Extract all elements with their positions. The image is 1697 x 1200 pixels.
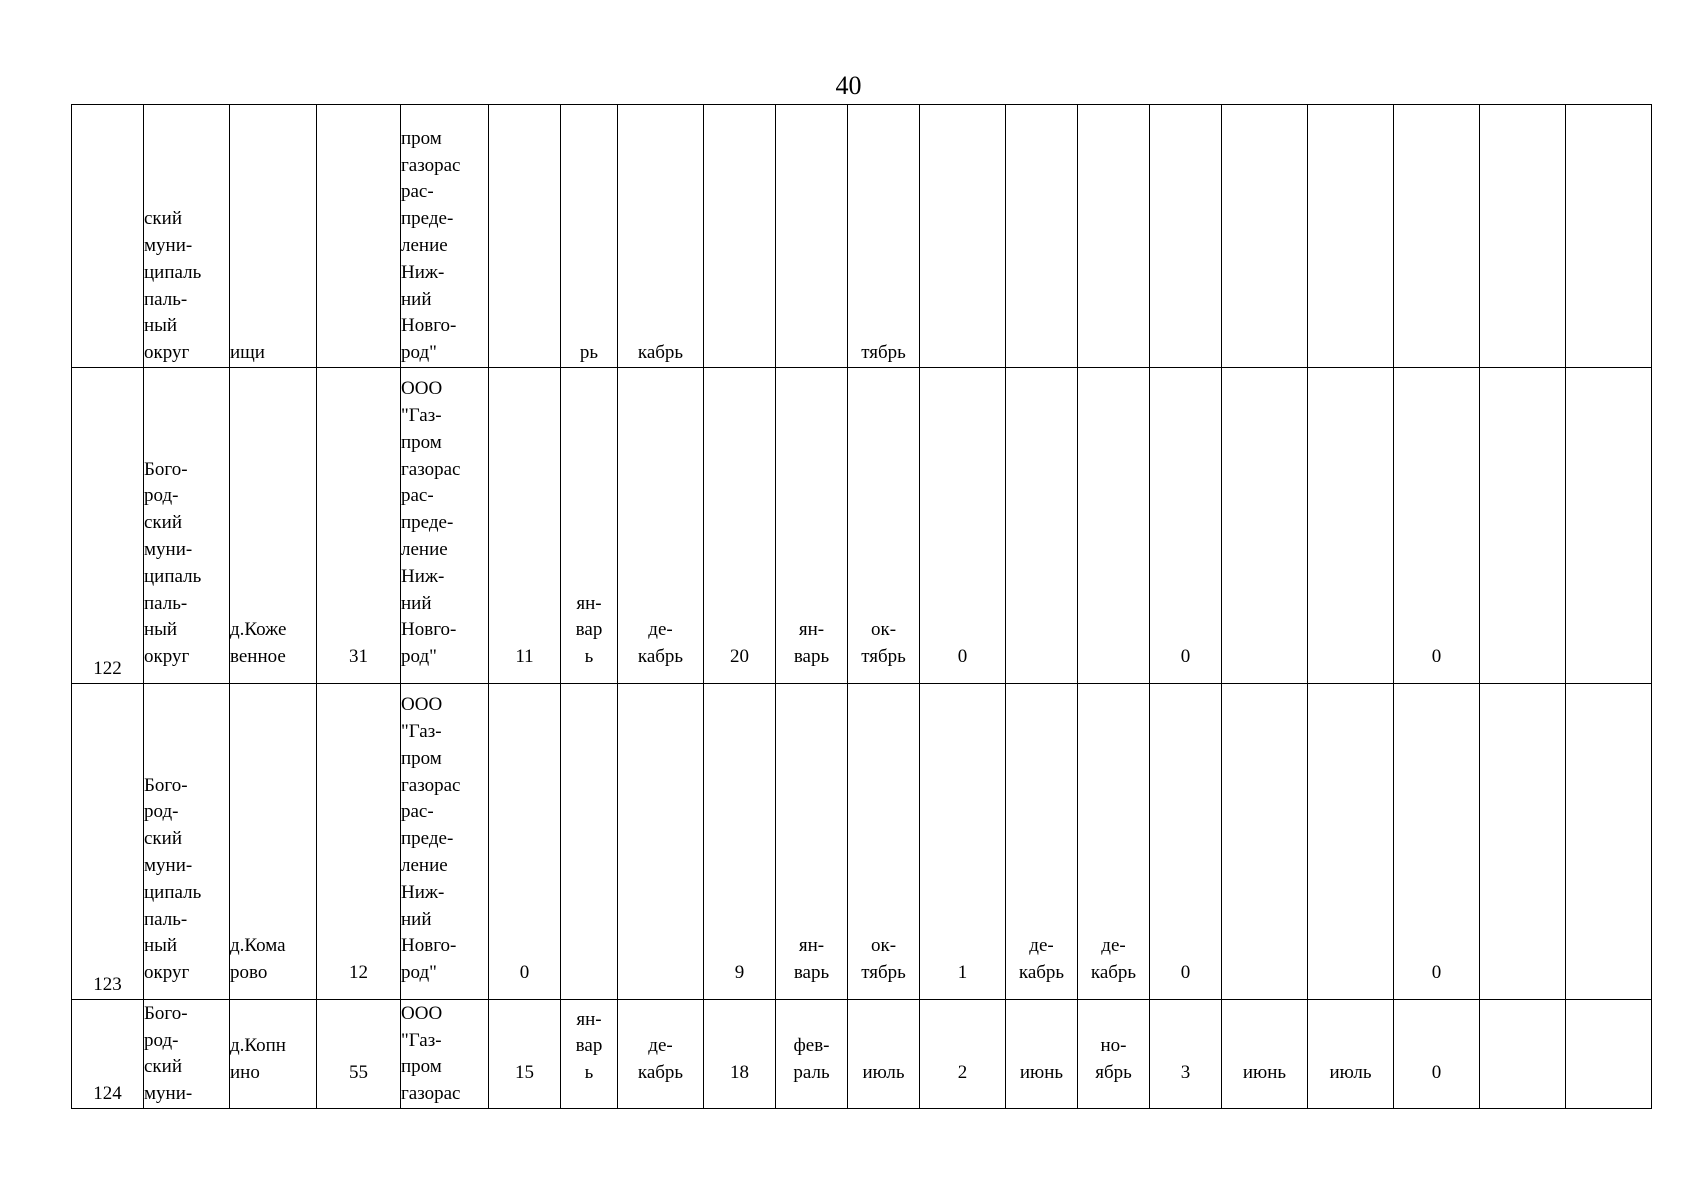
table-cell: 123 [72, 684, 144, 1000]
table-cell [489, 105, 561, 368]
table-cell: 0 [489, 684, 561, 1000]
table-cell: ян- варь [776, 684, 848, 1000]
page-number: 40 [835, 71, 862, 100]
table-cell [1006, 105, 1078, 368]
table-cell: 0 [920, 368, 1006, 684]
table-cell: июнь [1222, 1000, 1308, 1109]
table-cell [1566, 105, 1652, 368]
table-cell: д.Копн ино [230, 1000, 317, 1109]
table-row [72, 684, 1652, 1000]
table-cell: де- кабрь [618, 368, 704, 684]
table-cell: Бого- род- ский муни- ципаль паль- ный округ [144, 368, 230, 684]
table-cell: Бого- род- ский муни- ципаль паль- ный округ [144, 684, 230, 1000]
table-row [72, 368, 1652, 684]
table-cell [1566, 684, 1652, 1000]
table-cell: июль [1308, 1000, 1394, 1109]
table-cell: фев- раль [776, 1000, 848, 1109]
table-cell: ский муни- ципаль паль- ный округ [144, 105, 230, 368]
table-cell: 0 [1394, 368, 1480, 684]
table-cell: июнь [1006, 1000, 1078, 1109]
table-cell [618, 684, 704, 1000]
table-cell: ян- вар ь [561, 1000, 618, 1109]
table-cell: кабрь [618, 105, 704, 368]
table-cell: ООО "Газ- пром газорас [401, 1000, 489, 1109]
table-cell [1308, 105, 1394, 368]
table-cell: 0 [1150, 684, 1222, 1000]
table-cell: 15 [489, 1000, 561, 1109]
table-cell [1222, 684, 1308, 1000]
table-cell [1006, 368, 1078, 684]
table-cell: 9 [704, 684, 776, 1000]
table-cell: июль [848, 1000, 920, 1109]
table-cell: ян- вар ь [561, 368, 618, 684]
table-cell [1480, 1000, 1566, 1109]
table-cell: 31 [317, 368, 401, 684]
table-cell [1394, 105, 1480, 368]
table-cell: тябрь [848, 105, 920, 368]
table-cell: д.Кома рово [230, 684, 317, 1000]
table-cell [1078, 368, 1150, 684]
table-cell [561, 684, 618, 1000]
table-cell: но- ябрь [1078, 1000, 1150, 1109]
table-row [72, 105, 1652, 368]
table-cell: де- кабрь [618, 1000, 704, 1109]
table-cell: Бого- род- ский муни- [144, 1000, 230, 1109]
table-cell: рь [561, 105, 618, 368]
table-cell: 20 [704, 368, 776, 684]
table-cell: ок- тябрь [848, 368, 920, 684]
table-cell [1566, 1000, 1652, 1109]
table-cell: 18 [704, 1000, 776, 1109]
table-cell [1308, 368, 1394, 684]
table-cell [1222, 105, 1308, 368]
table-row [72, 1000, 1652, 1109]
table-cell [1480, 105, 1566, 368]
table-cell: д.Коже венное [230, 368, 317, 684]
table-cell: пром газорас рас- преде- ление Ниж- ний Новго- род" [401, 105, 489, 368]
table-cell: ян- варь [776, 368, 848, 684]
table-cell: ООО "Газ- пром газорас рас- преде- ление Ниж- ний Новго- род" [401, 368, 489, 684]
table-cell: 12 [317, 684, 401, 1000]
table-cell [1222, 368, 1308, 684]
data-table [71, 104, 1652, 1109]
table-cell: 11 [489, 368, 561, 684]
table-cell: де- кабрь [1006, 684, 1078, 1000]
table-cell: 124 [72, 1000, 144, 1109]
table-cell: 1 [920, 684, 1006, 1000]
table-cell [1480, 368, 1566, 684]
table-cell [317, 105, 401, 368]
table-cell: 0 [1394, 684, 1480, 1000]
table-cell: 0 [1150, 368, 1222, 684]
table-cell [1078, 105, 1150, 368]
table-cell: ищи [230, 105, 317, 368]
table-cell: 0 [1394, 1000, 1480, 1109]
table-cell: 3 [1150, 1000, 1222, 1109]
table-cell: ок- тябрь [848, 684, 920, 1000]
table-cell [704, 105, 776, 368]
table-cell [1150, 105, 1222, 368]
table-cell: 2 [920, 1000, 1006, 1109]
table-cell [1480, 684, 1566, 1000]
table-cell: 122 [72, 368, 144, 684]
table-cell: ООО "Газ- пром газорас рас- преде- ление Ниж- ний Новго- род" [401, 684, 489, 1000]
table-cell [1566, 368, 1652, 684]
table-cell [1308, 684, 1394, 1000]
table-cell: де- кабрь [1078, 684, 1150, 1000]
table-cell [920, 105, 1006, 368]
table-cell: 55 [317, 1000, 401, 1109]
table-cell [776, 105, 848, 368]
table-cell [72, 105, 144, 368]
